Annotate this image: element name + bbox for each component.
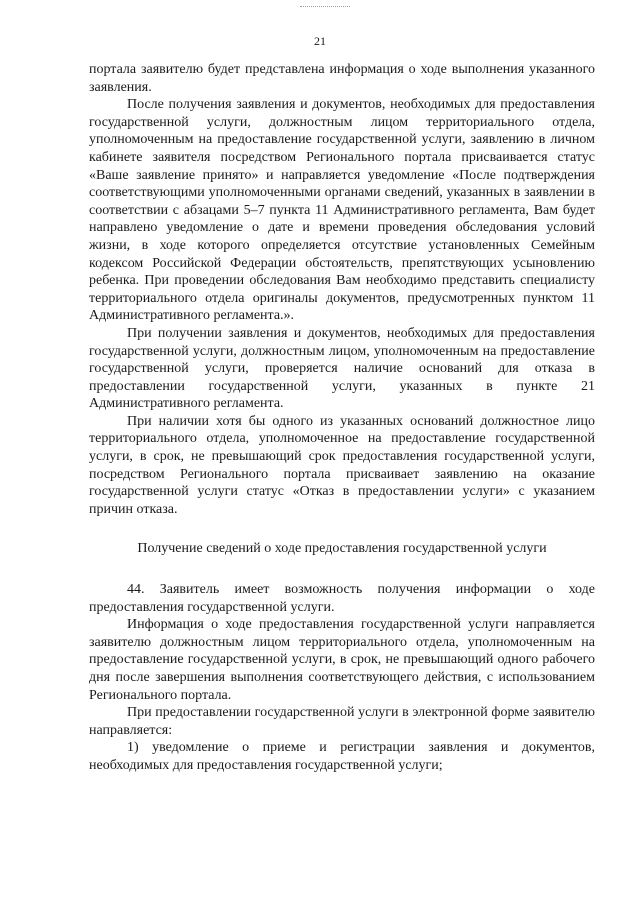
paragraph-electronic-form: При предоставлении государственной услуги в электронной форме заявителю направляется:	[89, 705, 595, 738]
paragraph-status-accepted: После получения заявления и документов, необходимых для предоставления государственной услуги, должностным лицом территориального отдела, уполномоченным на предоставление государственной услуги, заявлению в личном кабинете заявителя посредством Регионального портала присваивается статус «Ваше заявление принято» и направляется уведомление «После подтверждения соответствующими уполномоченными органами сведений, указанных в заявлении в соответствии с абзацами 5–7 пункта 11 Административного регламента, Вам будет направлено уведомление о дате и времени проведения обследования условий жизни, в ходе которого определяется отсутствие установленных Семейным кодексом Российской Федерации обстоятельств, препятствующих усыновлению ребенка. При проведении обследования Вам необходимо представить специалисту территориального отдела оригиналы документов, предусмотренных пунктом 11 Административного регламента.».	[89, 97, 595, 324]
list-item-1: 1) уведомление о приеме и регистрации заявления и документов, необходимых для предоставления государственной услуги;	[89, 740, 595, 773]
paragraph-44: 44. Заявитель имеет возможность получения информации о ходе предоставления государственной услуги.	[89, 582, 595, 615]
section-heading: Получение сведений о ходе предоставления государственной услуги	[137, 541, 547, 557]
paragraph-check-grounds: При получении заявления и документов, необходимых для предоставления государственной услуги, должностным лицом, уполномоченным на предоставление государственной услуги, проверяется наличие оснований для отказа в предоставлении государственной услуги, указанных в пункте 21 Административного регламента.	[89, 325, 595, 412]
paragraph-continuation: портала заявителю будет представлена информация о ходе выполнения указанного заявления.	[89, 62, 595, 95]
scan-artifact	[300, 6, 350, 11]
paragraph-info-progress: Информация о ходе предоставления государственной услуги направляется заявителю должностным лицом территориального отдела, уполномоченным на предоставление государственной услуги, в срок, не превышающий одного рабочего дня после завершения выполнения соответствующего действия, с использованием Регионального портала.	[89, 617, 595, 703]
paragraph-refusal-status: При наличии хотя бы одного из указанных оснований должностное лицо территориального отдела, уполномоченное на предоставление государственной услуги, в срок, не превышающий срок предоставления государственной услуги, посредством Регионального портала присваивает заявлению на оказание государственной услуги статус «Отказ в предоставлении услуги» с указанием причин отказа.	[89, 413, 595, 517]
document-body	[89, 61, 595, 775]
page-number: 21	[314, 34, 326, 48]
